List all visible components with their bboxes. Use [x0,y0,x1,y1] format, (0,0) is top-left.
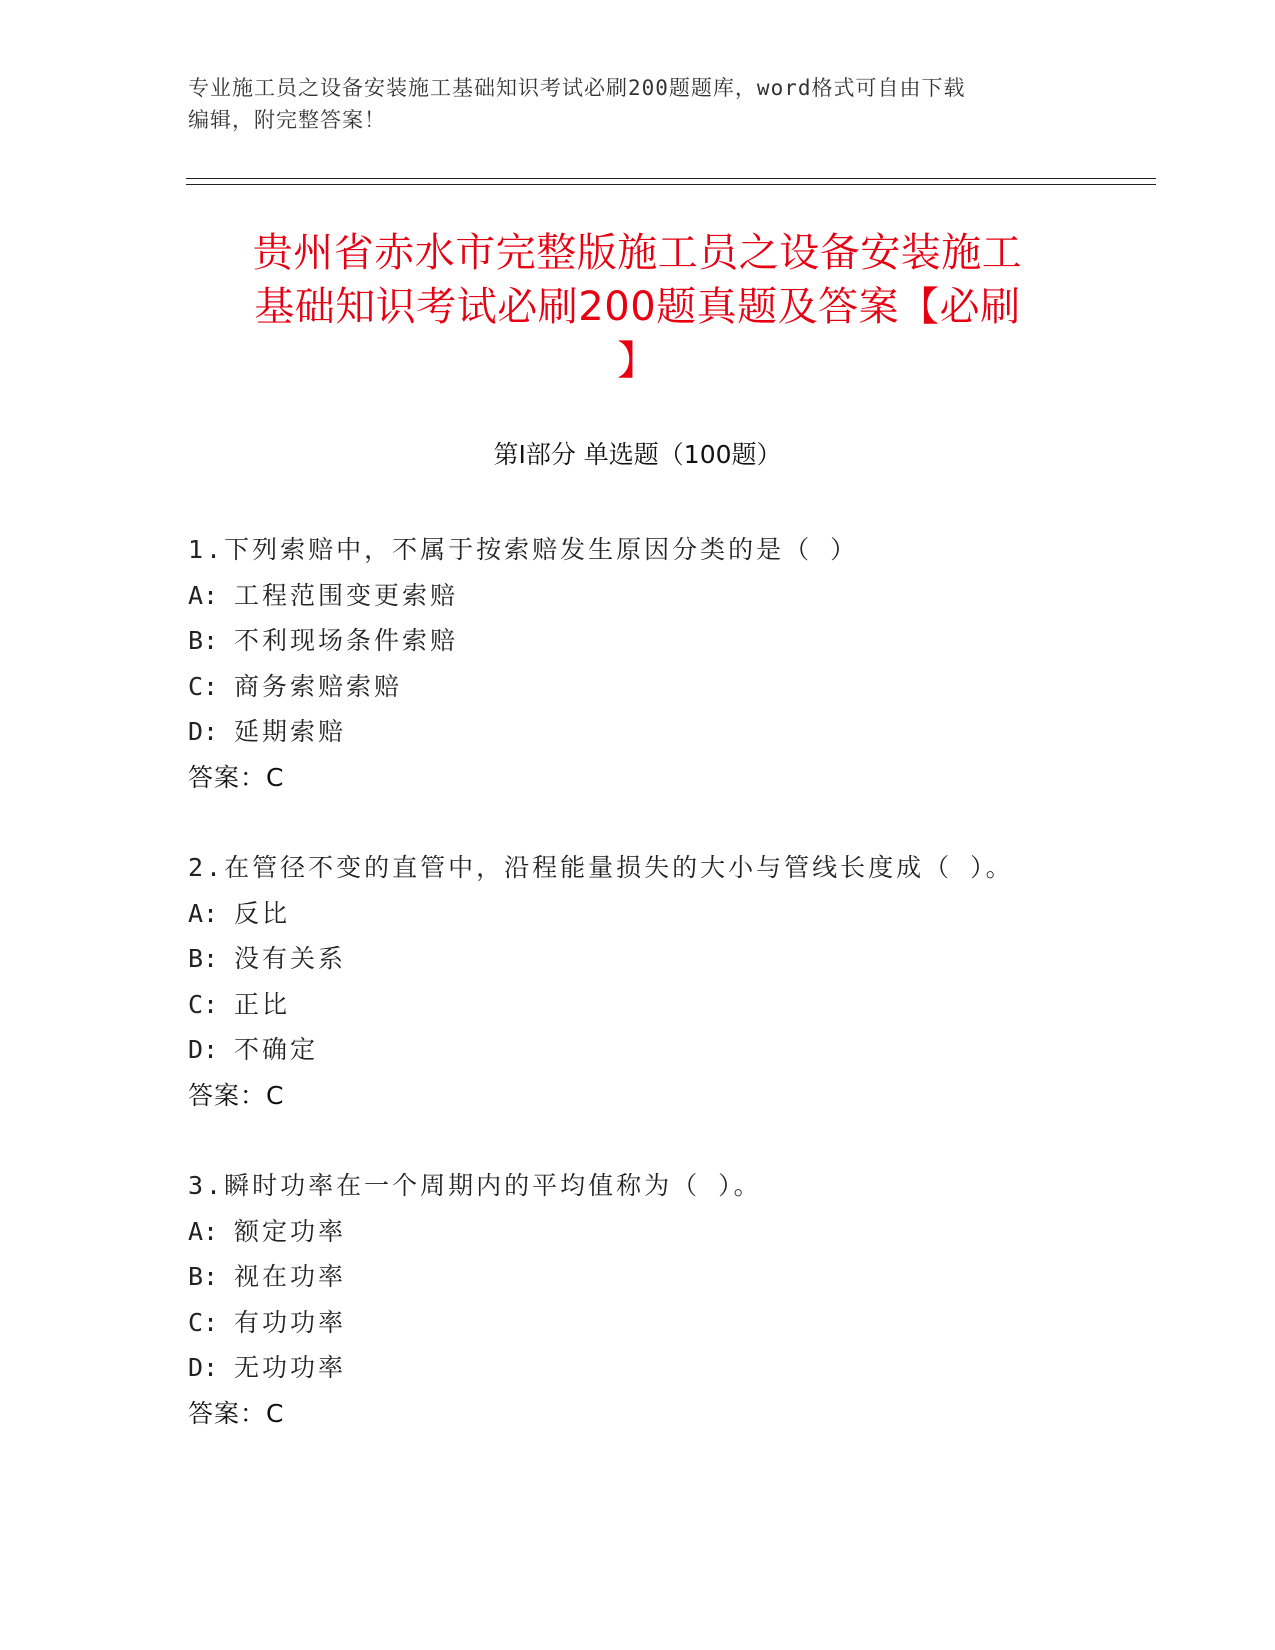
question-stem: 1.下列索赔中，不属于按索赔发生原因分类的是（ ） [188,535,859,564]
option-text: 不确定 [234,1035,319,1064]
header-note [188,72,1068,136]
document-title-line2: 基础知识考试必刷200题真题及答案【必刷 [254,284,1021,330]
question-stem: 2.在管径不变的直管中，沿程能量损失的大小与管线长度成（ ）。 [188,853,1014,882]
option-text: 延期索赔 [234,717,347,746]
option-text: 额定功率 [234,1216,347,1246]
option-letter: B: [188,626,219,655]
option-text: 无功功率 [234,1353,347,1382]
option-d [188,1345,1138,1391]
document-title-line1: 贵州省赤水市完整版施工员之设备安装施工 [252,230,1023,276]
header-note-line2: 编辑，附完整答案！ [188,108,386,132]
option-c [188,982,1138,1028]
option-letter: B: [188,1262,219,1291]
header-divider-top [186,178,1156,179]
option-letter: D: [188,1035,219,1064]
header-divider-bottom [186,184,1156,185]
option-letter: D: [188,717,219,746]
option-text: 有功功率 [234,1307,347,1337]
option-d [188,709,1138,755]
option-letter: A: [188,898,219,928]
option-letter: B: [188,944,219,973]
option-text: 没有关系 [234,944,347,973]
option-letter: C: [188,989,219,1019]
option-a [188,891,1138,937]
option-b [188,936,1138,982]
option-b [188,1254,1138,1300]
question-3 [188,1163,1138,1436]
option-letter: A: [188,1216,219,1246]
option-text: 正比 [234,989,291,1019]
option-text: 视在功率 [234,1262,347,1291]
option-text: 商务索赔索赔 [234,671,403,701]
option-a [188,573,1138,619]
option-letter: D: [188,1353,219,1382]
option-letter: C: [188,1307,219,1337]
option-letter: C: [188,671,219,701]
document-title [150,226,1125,388]
option-text: 不利现场条件索赔 [234,626,459,655]
option-a [188,1209,1138,1255]
option-b [188,618,1138,664]
option-d [188,1027,1138,1073]
option-c [188,664,1138,710]
answer-line: 答案：C [188,762,285,792]
option-text: 反比 [234,898,291,928]
option-c [188,1300,1138,1346]
section-title: 第Ⅰ部分 单选题（100题） [493,440,782,469]
option-text: 工程范围变更索赔 [234,580,459,610]
question-2 [188,845,1138,1118]
question-stem: 3.瞬时功率在一个周期内的平均值称为（ ）。 [188,1171,762,1200]
header-note-line1: 专业施工员之设备安装施工基础知识考试必刷200题题库，word格式可自由下载 [188,76,966,100]
answer-line: 答案：C [188,1080,285,1110]
option-letter: A: [188,580,219,610]
document-title-line3: 】 [617,338,658,384]
question-1 [188,527,1138,800]
answer-line: 答案：C [188,1398,285,1428]
